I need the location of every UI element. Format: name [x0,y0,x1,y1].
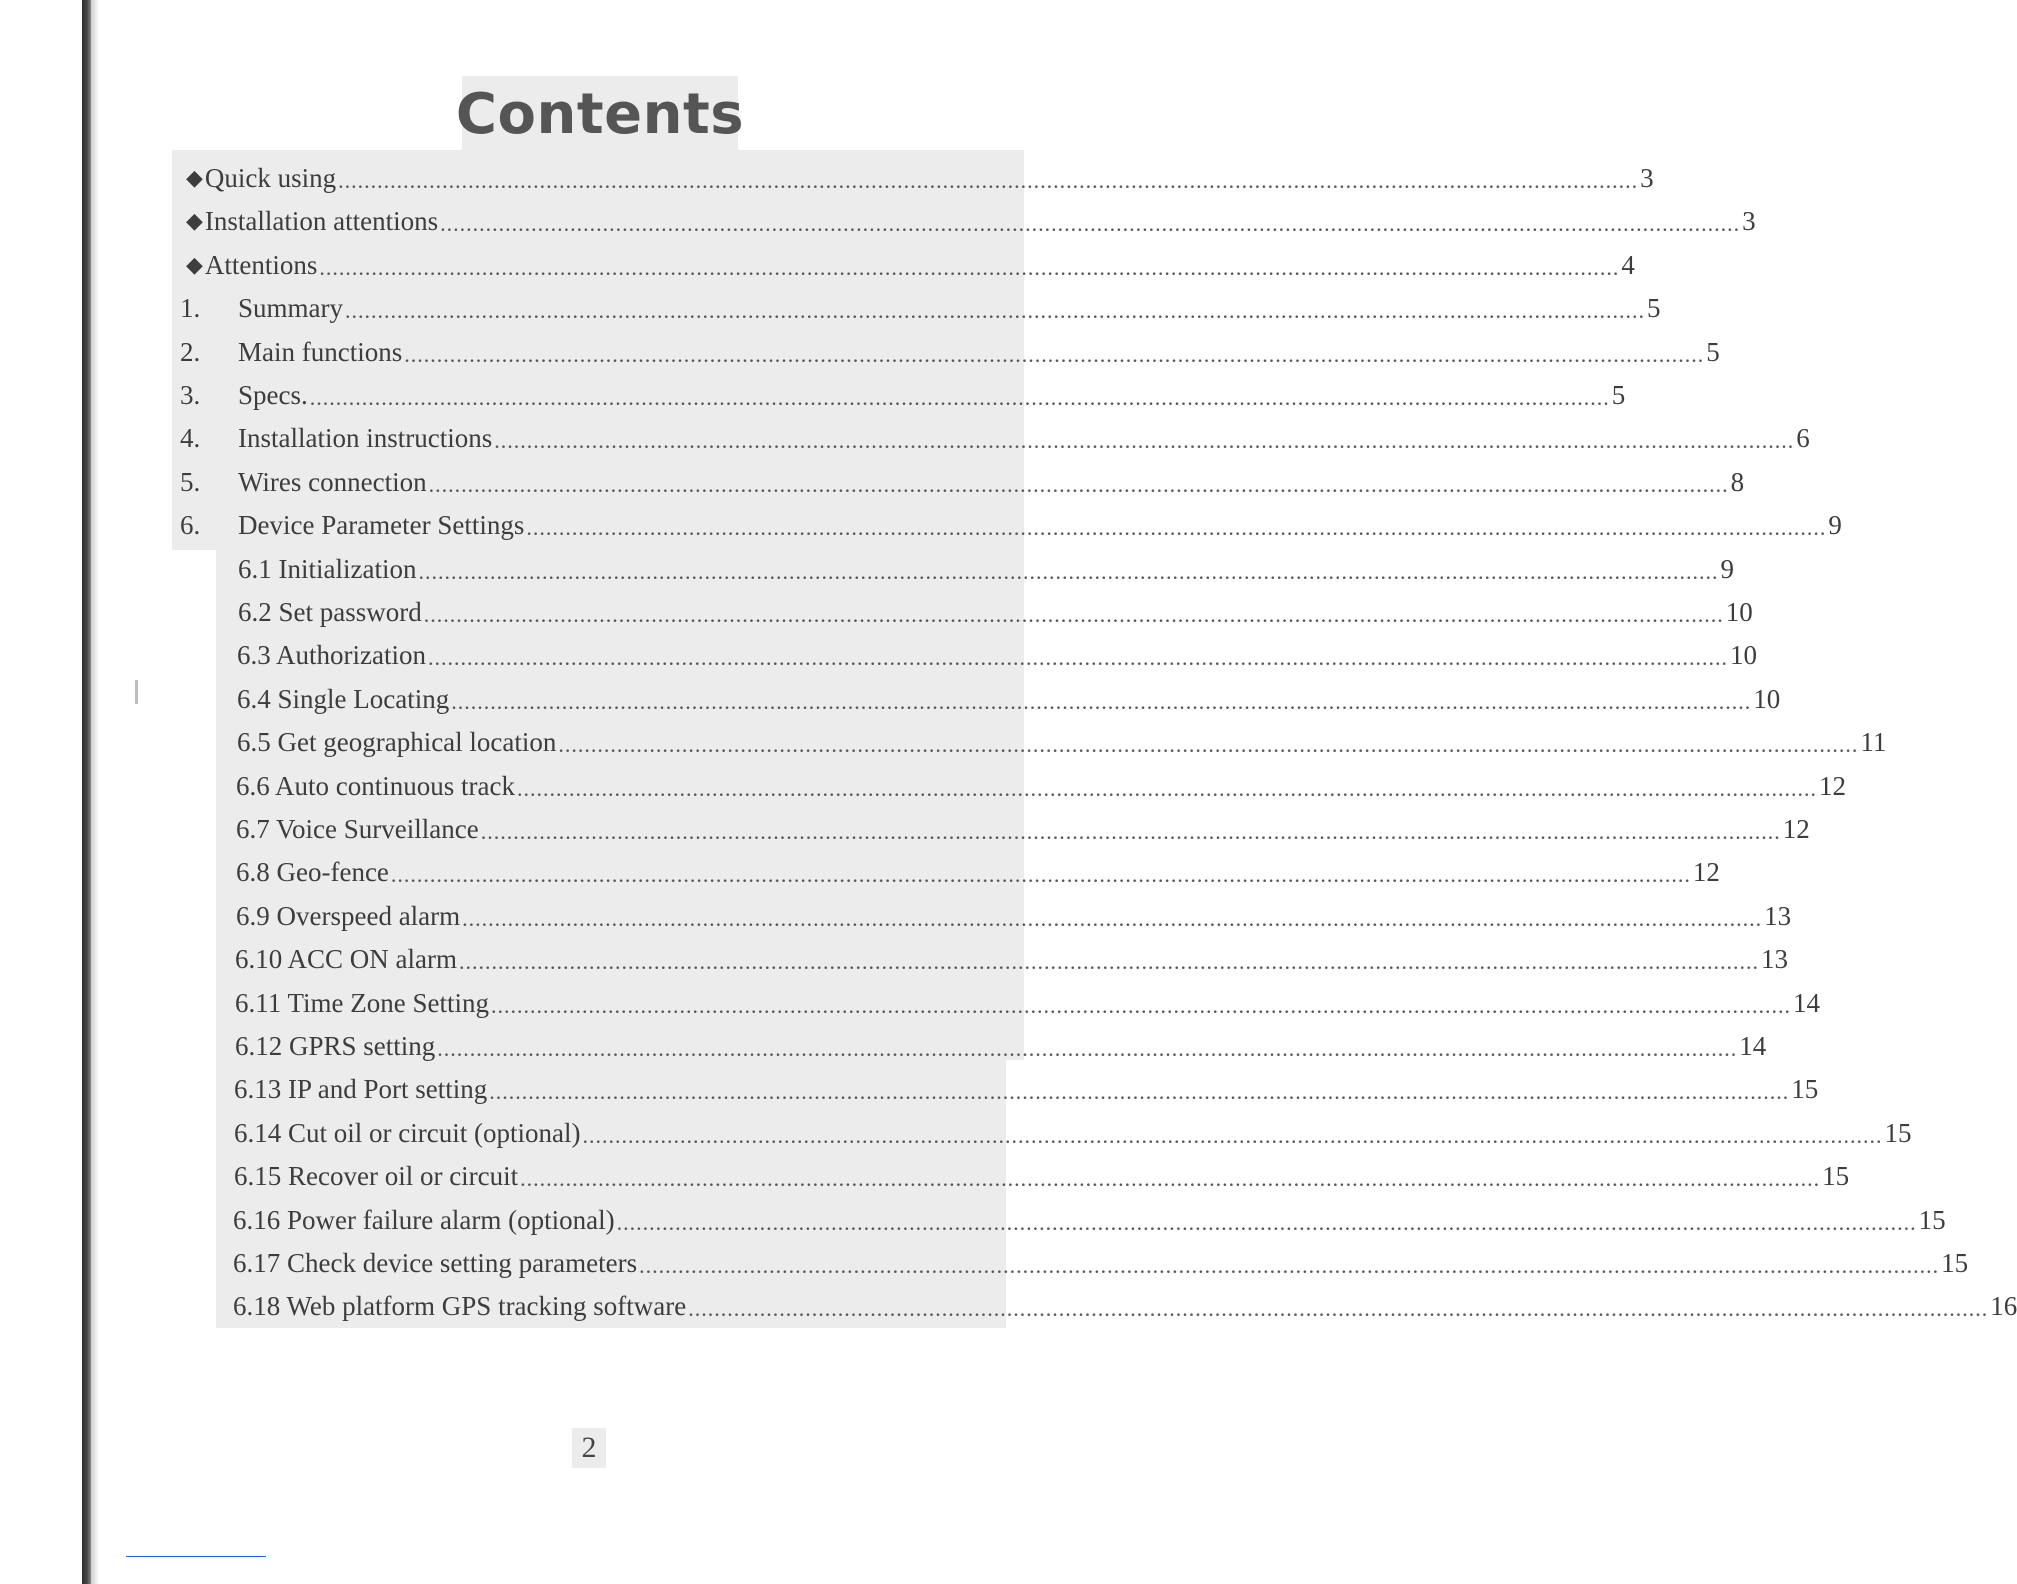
toc-entry-label: 6.8 Geo-fence [236,857,389,888]
toc-dot-leader: ........................................................................................................................................................................................................ [526,515,1827,541]
toc-dot-leader: ........................................................................................................................................................................................................ [494,428,1795,454]
toc-entry-label: 6.3 Authorization [237,640,426,671]
toc-entry[interactable] [186,152,1654,193]
toc-dot-leader: ........................................................................................................................................................................................................ [520,1166,1821,1192]
toc-dot-leader: ........................................................................................................................................................................................................ [338,168,1639,193]
toc-entry-number: 2. [180,336,201,367]
toc-entry-label: Quick using [204,163,337,193]
toc-dot-leader: ........................................................................................................................................................................................................ [462,905,1763,931]
toc-entry-label: 6.17 Check device setting parameters [233,1248,638,1278]
toc-entry[interactable] [180,456,1745,497]
toc-entry-label: Main functions [238,336,403,367]
toc-entry[interactable] [236,803,1810,844]
diamond-bullet-icon: ◆ [186,166,203,191]
toc-entry[interactable] [238,586,1753,627]
toc-entry-page: 10 [1753,683,1781,714]
toc-dot-leader: ........................................................................................................................................................................................................ [418,558,1719,584]
toc-dot-leader: ........................................................................................................................................................................................................ [423,602,1724,627]
toc-entry[interactable] [233,1237,1969,1278]
toc-entry[interactable] [234,1063,1819,1105]
toc-entry-number: 1. [180,293,201,324]
toc-dot-leader: ........................................................................................................................................................................................................ [427,645,1728,671]
toc-dot-leader: ........................................................................................................................................................................................................ [309,385,1610,410]
toc-entry[interactable] [180,499,1842,541]
toc-dot-leader: ........................................................................................................................................................................................................ [437,1036,1738,1061]
toc-dot-leader: ........................................................................................................................................................................................................ [480,819,1781,844]
toc-entry-page: 16 [1990,1291,2017,1322]
toc-entry[interactable] [238,543,1734,584]
toc-entry[interactable] [186,239,1635,280]
book-spine-edge [82,0,91,1584]
toc-entry[interactable] [237,716,1887,758]
toc-entry-page: 9 [1720,553,1734,584]
toc-entry-label: 6.6 Auto continuous track [236,770,515,801]
toc-entry[interactable] [180,326,1720,367]
toc-entry-label: Specs. [238,380,308,410]
toc-entry-label: Attentions [204,249,318,280]
toc-entry-label: Installation instructions [238,423,493,454]
toc-entry-number: 5. [180,466,201,497]
toc-dot-leader: ........................................................................................................................................................................................................ [489,1079,1790,1105]
toc-entry-page: 4 [1621,249,1635,280]
toc-entry-page: 5 [1611,380,1626,410]
toc-entry-label: Device Parameter Settings [238,510,525,541]
toc-entry-page: 5 [1706,336,1720,367]
toc-entry-number: 3. [180,380,201,410]
toc-entry-label: 6.15 Recover oil or circuit [234,1161,519,1192]
toc-entry-page: 6 [1796,423,1810,454]
toc-entry[interactable] [180,412,1810,454]
toc-entry-page: 3 [1742,206,1756,237]
toc-dot-leader: ........................................................................................................................................................................................................ [616,1209,1917,1235]
toc-entry[interactable] [236,760,1846,801]
toc-entry[interactable] [233,1280,2017,1322]
toc-entry[interactable] [237,673,1781,714]
toc-entry[interactable] [235,977,1821,1018]
footnote-rule [126,1556,266,1557]
toc-dot-leader: ........................................................................................................................................................................................................ [390,862,1691,888]
toc-entry[interactable] [235,1020,1767,1061]
toc-entry-label: Wires connection [238,466,427,497]
toc-entry-number: 4. [180,423,201,454]
toc-entry-page: 12 [1782,814,1810,844]
toc-dot-leader: ........................................................................................................................................................................................................ [319,254,1620,280]
toc-entry-label: 6.12 GPRS setting [235,1031,436,1061]
toc-dot-leader: ........................................................................................................................................................................................................ [688,1296,1989,1322]
toc-entry-label: 6.13 IP and Port setting [234,1074,488,1105]
toc-entry-page: 5 [1647,293,1661,324]
toc-entry-page: 12 [1818,770,1846,801]
page-number: 2 [572,1428,606,1468]
toc-dot-leader: ........................................................................................................................................................................................................ [582,1122,1883,1148]
toc-dot-leader: ........................................................................................................................................................................................................ [459,949,1759,975]
toc-entry-label: 6.14 Cut oil or circuit (optional) [234,1117,581,1148]
toc-dot-leader: ........................................................................................................................................................................................................ [345,298,1645,324]
toc-entry-page: 8 [1730,466,1745,497]
page-title: Contents [455,82,745,147]
toc-entry-page: 15 [1918,1204,1946,1235]
toc-entry[interactable] [234,1107,1912,1148]
toc-entry-page: 14 [1793,987,1821,1018]
toc-entry-label: 6.16 Power failure alarm (optional) [233,1204,615,1235]
toc-entry-label: 6.1 Initialization [238,553,417,584]
toc-entry-page: 15 [1884,1117,1912,1148]
toc-entry-page: 13 [1761,944,1788,975]
toc-entry[interactable] [234,1150,1850,1192]
toc-entry[interactable] [236,890,1792,931]
toc-dot-leader: ........................................................................................................................................................................................................ [451,688,1752,714]
toc-dot-leader: ........................................................................................................................................................................................................ [440,211,1741,237]
toc-entry[interactable] [236,846,1720,888]
toc-entry-page: 13 [1764,900,1792,931]
toc-entry[interactable] [180,282,1661,324]
toc-entry-label: 6.9 Overspeed alarm [236,900,461,931]
toc-entry[interactable] [237,629,1757,671]
toc-entry[interactable] [186,195,1756,237]
toc-dot-leader: ........................................................................................................................................................................................................ [404,341,1705,367]
toc-entry-page: 14 [1739,1031,1767,1061]
toc-entry-label: 6.4 Single Locating [237,683,450,714]
toc-dot-leader: ........................................................................................................................................................................................................ [428,471,1729,497]
spine-shadow [91,0,99,1584]
toc-entry-number: 6. [180,510,201,541]
toc-entry-page: 10 [1725,597,1753,627]
toc-entry-page: 10 [1729,640,1757,671]
toc-dot-leader: ........................................................................................................................................................................................................ [516,775,1817,801]
toc-entry[interactable] [235,933,1788,975]
toc-entry-page: 3 [1640,163,1654,193]
toc-entry-page: 15 [1791,1074,1819,1105]
toc-entry-label: 6.5 Get geographical location [237,727,557,758]
toc-entry-label: Installation attentions [204,206,439,237]
toc-entry-label: 6.7 Voice Surveillance [236,814,479,844]
toc-entry-page: 15 [1822,1161,1850,1192]
toc-entry-page: 15 [1941,1248,1969,1278]
diamond-bullet-icon: ◆ [186,252,203,278]
scan-speck [135,680,138,704]
toc-entry[interactable] [233,1194,1946,1235]
toc-entry-label: 6.11 Time Zone Setting [235,987,490,1018]
toc-entry-label: Summary [238,293,343,324]
toc-entry-page: 9 [1828,510,1842,541]
toc-entry-page: 11 [1860,727,1887,758]
toc-entry-label: 6.18 Web platform GPS tracking software [233,1291,687,1322]
toc-dot-leader: ........................................................................................................................................................................................................ [639,1253,1940,1278]
toc-entry-label: 6.2 Set password [238,597,422,627]
diamond-bullet-icon: ◆ [186,209,203,235]
toc-entry-label: 6.10 ACC ON alarm [235,944,457,975]
toc-dot-leader: ........................................................................................................................................................................................................ [491,992,1792,1018]
toc-dot-leader: ........................................................................................................................................................................................................ [558,732,1859,758]
toc-entry[interactable] [180,369,1626,410]
toc-entry-page: 12 [1692,857,1720,888]
